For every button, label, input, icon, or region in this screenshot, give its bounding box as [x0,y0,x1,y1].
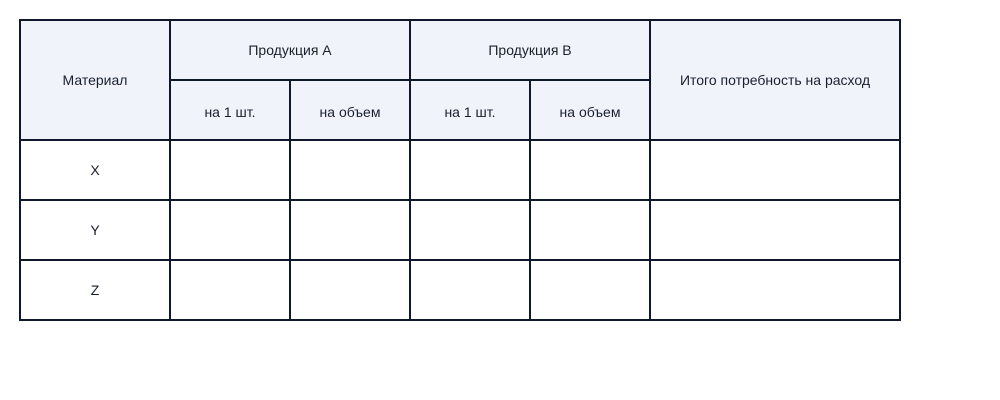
table-row-cell-total[interactable] [650,200,900,260]
table-row-cell-b-per-unit[interactable] [410,200,530,260]
table-row-cell-total[interactable] [650,260,900,320]
table-row-cell-a-volume[interactable] [290,200,410,260]
subheader-b-volume [530,80,650,140]
row-material-label: X [90,162,100,178]
table-row-cell-a-volume[interactable] [290,140,410,200]
grid-line [19,319,901,321]
table-row-cell-total[interactable] [650,140,900,200]
subheader-b-per-unit-label: на 1 шт. [444,104,496,120]
table-row-cell-b-volume[interactable] [530,260,650,320]
header-product-a-label: Продукция А [248,42,332,58]
subheader-a-per-unit [170,80,290,140]
table-row-cell-b-volume[interactable] [530,140,650,200]
table-row-cell-material [20,140,170,200]
table-row-cell-a-per-unit[interactable] [170,260,290,320]
subheader-a-volume-label: на объем [319,104,381,120]
header-product-b [410,20,650,80]
subheader-a-per-unit-label: на 1 шт. [204,104,256,120]
table-row-cell-material [20,200,170,260]
grid-line [169,19,171,321]
header-total [650,20,900,140]
table-row-cell-a-per-unit[interactable] [170,140,290,200]
grid-line [19,199,901,201]
grid-line [409,19,411,321]
header-product-b-label: Продукция В [488,42,572,58]
grid-line [169,79,651,81]
subheader-b-per-unit [410,80,530,140]
header-total-label: Итого потребность на расход [679,72,871,88]
table-row-cell-a-volume[interactable] [290,260,410,320]
header-product-a [170,20,410,80]
table-row-cell-b-per-unit[interactable] [410,260,530,320]
grid-line [899,19,901,321]
table-row-cell-a-per-unit[interactable] [170,200,290,260]
row-material-label: Y [90,222,100,238]
header-material [20,20,170,140]
materials-table [20,20,900,320]
grid-line [649,19,651,321]
table-row-cell-b-per-unit[interactable] [410,140,530,200]
grid-line [19,19,21,321]
grid-line [19,19,901,21]
grid-line [19,259,901,261]
subheader-b-volume-label: на объем [559,104,621,120]
subheader-a-volume [290,80,410,140]
header-material-label: Материал [62,72,128,88]
row-material-label: Z [90,282,100,298]
grid-line [19,139,901,141]
table-row-cell-b-volume[interactable] [530,200,650,260]
table-row-cell-material [20,260,170,320]
